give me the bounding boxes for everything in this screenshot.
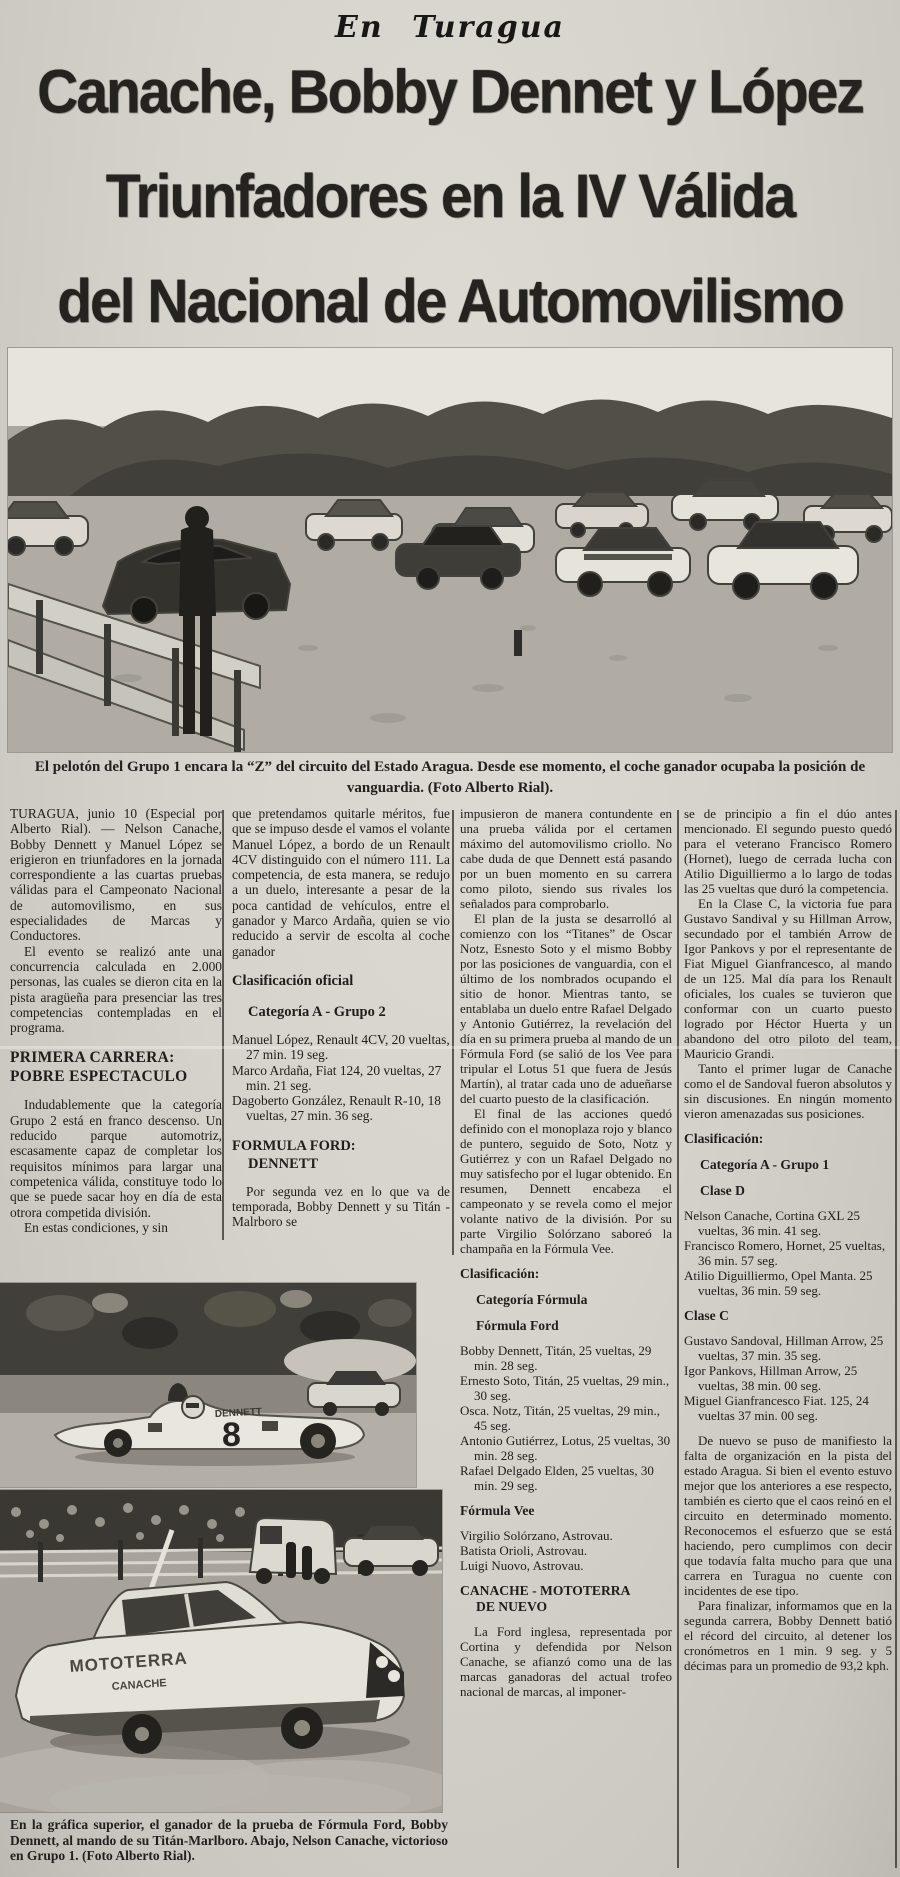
result-item: Dagoberto González, Renault R-10, 18 vueltas, 27 min. 36 seg. bbox=[232, 1093, 441, 1124]
column-1 bbox=[10, 806, 222, 1235]
column-2 bbox=[232, 806, 450, 1230]
main-photo-art bbox=[8, 348, 892, 752]
paragraph: El evento se realizó ante una concurrencia calculada en 2.000 personas, las cuales se dieron cita en la pista aragüeña para presenciar las tres competencias contempladas en el programa. bbox=[10, 943, 222, 1036]
paragraph: El plan de la justa se desarrolló al comienzo con los “Titanes” de Oscar Notz, Esnesto Soto y el mismo Bobby por las posiciones de vanguardia, con el último de los nombrados ocupando el sitio de honor. Mientras tanto, se entablaba un duelo entre Rafael Delgado y Antonio Gutiérrez, la revelación del día en su primera prueba al mando de un Fórmula Ford (se salió de los Vee para tripular el Lotus 51 que fuera de Jesús Martín), al tratar cada uno de adueñarse del cuarto puesto de la clasificación. bbox=[460, 911, 672, 1106]
track-post bbox=[514, 630, 522, 656]
section-heading: Fórmula Ford bbox=[476, 1318, 559, 1333]
column-rule bbox=[452, 810, 454, 1255]
canache-label: CANACHE bbox=[111, 1677, 168, 1693]
sponsor-decal bbox=[262, 1421, 278, 1431]
cortina-photo bbox=[0, 1490, 442, 1812]
result-item: Ernesto Soto, Titán, 25 vueltas, 29 min., 30 seg. bbox=[460, 1373, 670, 1403]
main-photo bbox=[8, 348, 892, 752]
paragraph: Tanto el primer lugar de Canache como el de Sandoval fueron absolutos y sin discusiones. En ningún momento vieron amenazadas sus posiciones. bbox=[684, 1061, 892, 1121]
section-heading: Clasificación oficial bbox=[232, 972, 354, 989]
heading-line: POBRE ESPECTACULO bbox=[10, 1068, 188, 1086]
result-item: Atilio Diguilliermo, Opel Manta. 25 vueltas, 36 min. 59 seg. bbox=[684, 1268, 873, 1298]
paragraph: TURAGUA, junio 10 (Especial por Alberto Rial). — Nelson Canache, Bobby Dennett y Manuel López se erigieron en triunfadores en la jornada correspondiente a las cuartas pruebas válidas para el Campeonato Nacional de automovilismo, en sus especialidades de Marcas y Conductores. bbox=[10, 806, 222, 944]
result-item: Marco Ardaña, Fiat 124, 20 vueltas, 27 min. 21 seg. bbox=[232, 1062, 442, 1093]
paragraph: se de principio a fin el dúo antes mencionado. El segundo puesto quedó para el veterano Francisco Romero (Hornet), luego de cerrada lucha con Atilio Diguilliermo a lo largo de todas las 25 vueltas que duró la competencia. bbox=[684, 806, 892, 896]
sponsor-decal bbox=[148, 1423, 162, 1432]
section-heading: Categoría A - Grupo 1 bbox=[700, 1157, 830, 1172]
result-item: Manuel López, Renault 4CV, 20 vueltas, 27 min. 19 seg. bbox=[232, 1031, 450, 1063]
paragraph: De nuevo se puso de manifiesto la falta de organización en la pista del estado Aragua. Si bien el evento estuvo mejor que los anteriores a ese respecto, también es cierto que el caos reinó en el circuito en determinado momento. Reconocemos el esfuerzo que se está haciendo, pero cumplimos con decir que todavía falta mucho para que una carrera en Turagua no cuente con incidentes de ese tipo. bbox=[684, 1433, 892, 1598]
formula-ford-photo bbox=[0, 1283, 416, 1487]
heading-line: DE NUEVO bbox=[476, 1599, 548, 1614]
formula-photo-art bbox=[0, 1283, 416, 1487]
heading-line: DENNETT bbox=[248, 1155, 319, 1172]
headlight bbox=[376, 1656, 388, 1668]
column-rule bbox=[222, 810, 224, 1240]
section-heading bbox=[232, 1137, 450, 1173]
headline-line-3: del Nacional de Automovilismo bbox=[57, 266, 843, 336]
paragraph: Para finalizar, informamos que en la segunda carrera, Bobby Dennett batió el récord del circuito, al detener los cronómetros en 1 min. 9 seg. y 5 décimas para un promedio de 93,2 kph. bbox=[684, 1598, 892, 1673]
headline bbox=[0, 40, 900, 354]
main-photo-caption: El pelotón del Grupo 1 encara la “Z” del circuito del Estado Aragua. Desde ese momento, el coche ganador ocupaba la posición de vanguardia. (Foto Alberto Rial). bbox=[34, 759, 866, 796]
result-item: Nelson Canache, Cortina GXL 25 vueltas, 36 min. 41 seg. bbox=[684, 1208, 861, 1238]
cortina-photo-art bbox=[0, 1490, 442, 1812]
result-item: Gustavo Sandoval, Hillman Arrow, 25 vueltas, 37 min. 35 seg. bbox=[684, 1333, 884, 1363]
kicker: En Turagua bbox=[335, 10, 565, 45]
result-item: Antonio Gutiérrez, Lotus, 25 vueltas, 30 min. 28 seg. bbox=[460, 1433, 671, 1463]
paragraph: Indudablemente que la categoría Grupo 2 está en franco descenso. Un reducido parque automotriz, escasamente capaz de completar los requisitos mínimos para largar una competenica válida, constituye todo lo que se puede sacar hoy en día de esta otrora competida división. bbox=[10, 1097, 222, 1220]
section-heading: Clase D bbox=[700, 1183, 745, 1198]
car-number: 8 bbox=[222, 1416, 241, 1454]
headlight bbox=[388, 1670, 400, 1682]
section-heading: Clase C bbox=[684, 1308, 729, 1323]
section-heading: Clasificación: bbox=[684, 1131, 764, 1146]
result-item: Miguel Gianfrancesco Fiat. 125, 24 vueltas 37 min. 00 seg. bbox=[684, 1393, 869, 1423]
column-3 bbox=[460, 806, 672, 1699]
heading-line: CANACHE - MOTOTERRA bbox=[460, 1583, 631, 1598]
result-item: Virgilio Solórzano, Astrovau. bbox=[460, 1528, 613, 1543]
result-item: Bobby Dennett, Titán, 25 vueltas, 29 min. 28 seg. bbox=[460, 1343, 652, 1373]
heading-line: FORMULA FORD: bbox=[232, 1137, 356, 1154]
section-heading: Categoría A - Grupo 2 bbox=[248, 1003, 386, 1020]
section-heading: Categoría Fórmula bbox=[476, 1292, 588, 1307]
paragraph: El final de las acciones quedó definido con el monoplaza rojo y blanco de puntero, seguido de Soto, Notz y Gutiérrez y con un Rafael Delgado no muy satisfecho por el lugar obtenido. En resumen, Dennett encabeza el campeonato y se revela como el mejor volante nativo de la división. Por su parte Virgilio Solórzano saboreó la champaña en la Fórmula Vee. bbox=[460, 1106, 672, 1256]
headline-line-2: Triunfadores en la IV Válida bbox=[105, 162, 795, 232]
section-heading: Clasificación: bbox=[460, 1266, 540, 1281]
paragraph: impusieron de manera contundente en una prueba válida por el certamen máximo del automovilismo criollo. No cabe duda de que Dennett está pasando por un buen momento en su carrera como piloto, siendo sus rivales los señalados para comprobarlo. bbox=[460, 806, 672, 911]
result-item: Osca. Notz, Titán, 25 vueltas, 29 min., 45 seg. bbox=[460, 1403, 661, 1433]
headline-line-1: Canache, Bobby Dennet y López bbox=[37, 57, 863, 127]
result-item: Batista Orioli, Astrovau. bbox=[460, 1543, 588, 1558]
heading-line: PRIMERA CARRERA: bbox=[10, 1049, 175, 1067]
result-item: Luigi Nuovo, Astrovau. bbox=[460, 1558, 584, 1573]
result-item: Francisco Romero, Hornet, 25 vueltas, 36 min. 57 seg. bbox=[684, 1238, 886, 1268]
paragraph: La Ford inglesa, representada por Cortina y defendida por Nelson Canache, se afianzó como una de las marcas ganadoras del actual trofeo nacional de marcas, al imponer- bbox=[460, 1624, 672, 1699]
paragraph: Por segunda vez en lo que va de temporada, Bobby Dennett y su Titán - Malrboro se bbox=[232, 1183, 450, 1230]
helmet-visor bbox=[186, 1403, 199, 1408]
result-item: Igor Pankovs, Hillman Arrow, 25 vueltas, 38 min. 00 seg. bbox=[684, 1363, 858, 1393]
section-heading bbox=[10, 1048, 222, 1086]
dennett-label: DENNETT bbox=[214, 1406, 263, 1420]
mototerra-label: MOTOTERRA bbox=[68, 1648, 189, 1676]
column-rule bbox=[677, 810, 679, 1868]
bottom-photo-caption: En la gráfica superior, el ganador de la prueba de Fórmula Ford, Bobby Dennett, al mando de su Titán-Marlboro. Abajo, Nelson Canache, victorioso en Grupo 1. (Foto Alberto Rial). bbox=[10, 1817, 448, 1863]
paragraph: En estas condiciones, y sin bbox=[24, 1219, 168, 1235]
paragraph: que pretendamos quitarle méritos, fue que se impuso desde el vamos el volante Manuel López, a bordo de un Renault 4CV distinguido con el número 111. La competencia, de esta manera, se redujo a un duelo, interesante a pesar de la poca cantidad de vehículos, entre el ganador y Marco Ardaña, quien se vio reducido a servir de escolta al coche ganador bbox=[232, 806, 450, 959]
column-rule bbox=[895, 810, 897, 1868]
section-heading bbox=[460, 1583, 672, 1615]
section-heading: Fórmula Vee bbox=[460, 1503, 535, 1518]
paragraph: En la Clase C, la victoria fue para Gustavo Sandival y su Hillman Arrow, secundado por el también Arrow de Igor Pankovs y por el representante de Fiat Miguel Gianfrancesco, al mando de un 125. Mal día para los Renault oficiales, los cuales se tuvieron que conformar con un cuarto puesto logrado por Héctor Huerta y un abandono del otro piloto del team, Mauricio Grandi. bbox=[684, 896, 892, 1061]
column-4 bbox=[684, 806, 892, 1673]
result-item: Rafael Delgado Elden, 25 vueltas, 30 min. 29 seg. bbox=[460, 1463, 654, 1493]
